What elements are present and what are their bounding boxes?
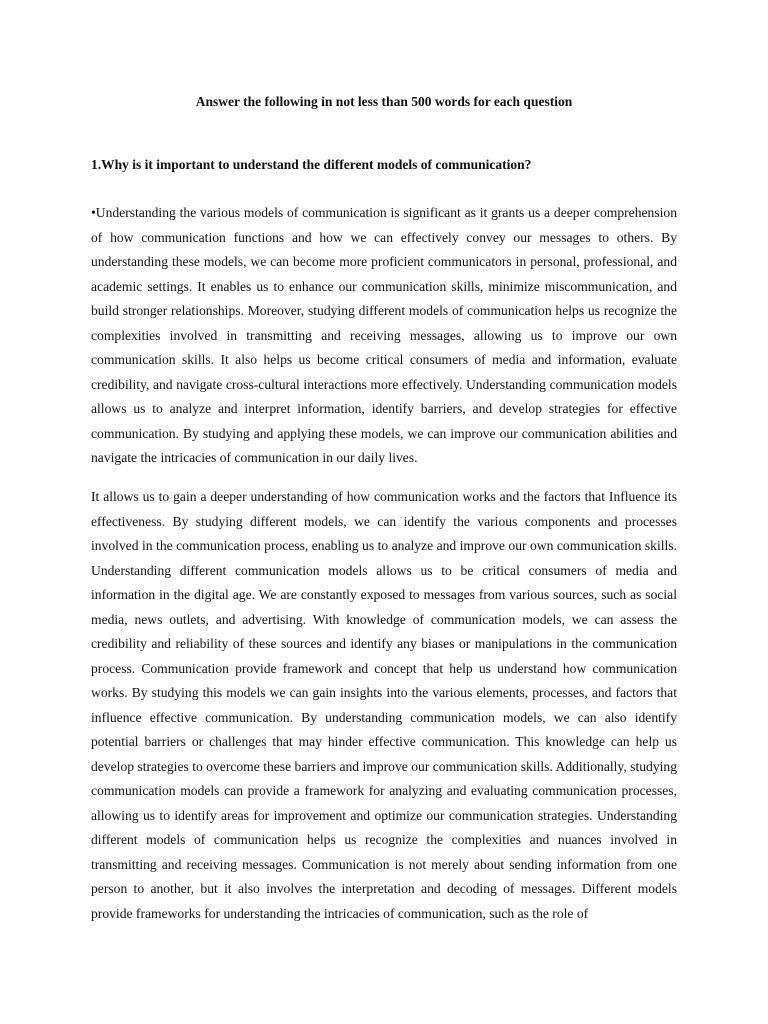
question-1-title: 1.Why is it important to understand the different models of communication? — [91, 157, 532, 172]
answer-paragraph-1: •Understanding the various models of communication is significant as it grants us a deeper comprehension of how communication functions and how we can effectively convey our messages to others. By understanding these models, we can become more proficient communicators in personal, professional, and academic settings. It enables us to enhance our communication skills, minimize miscommunication, and build stronger relationships. Moreover, studying different models of communication helps us recognize the complexities involved in transmitting and receiving messages, allowing us to improve our own communication skills. It also helps us become critical consumers of media and information, evaluate credibility, and navigate cross-cultural interactions more effectively. Understanding communication models allows us to analyze and interpret information, identify barriers, and develop strategies for effective communication. By studying and applying these models, we can improve our communication abilities and navigate the intricacies of communication in our daily lives. — [91, 205, 677, 465]
answer-paragraph-2: It allows us to gain a deeper understanding of how communication works and the factors that Influence its effectiveness. By studying different models, we can identify the various components and processes involved in the communication process, enabling us to analyze and improve our own communication skills. Understanding different communication models allows us to be critical consumers of media and information in the digital age. We are constantly exposed to messages from various sources, such as social media, news outlets, and advertising. With knowledge of communication models, we can assess the credibility and reliability of these sources and identify any biases or manipulations in the communication process. Communication provide framework and concept that help us understand how communication works. By studying this models we can gain insights into the various elements, processes, and factors that influence effective communication. By understanding communication models, we can also identify potential barriers or challenges that may hinder effective communication. This knowledge can help us develop strategies to overcome these barriers and improve our communication skills. Additionally, studying communication models can provide a framework for analyzing and evaluating communication processes, allowing us to identify areas for improvement and optimize our communication strategies. Understanding different models of communication helps us recognize the complexities and nuances involved in transmitting and receiving messages. Communication is not merely about sending information from one person to another, but it also involves the interpretation and decoding of messages. Different models provide frameworks for understanding the intricacies of communication, such as the role of — [91, 489, 677, 921]
document-heading: Answer the following in not less than 500 words for each question — [195, 94, 573, 109]
